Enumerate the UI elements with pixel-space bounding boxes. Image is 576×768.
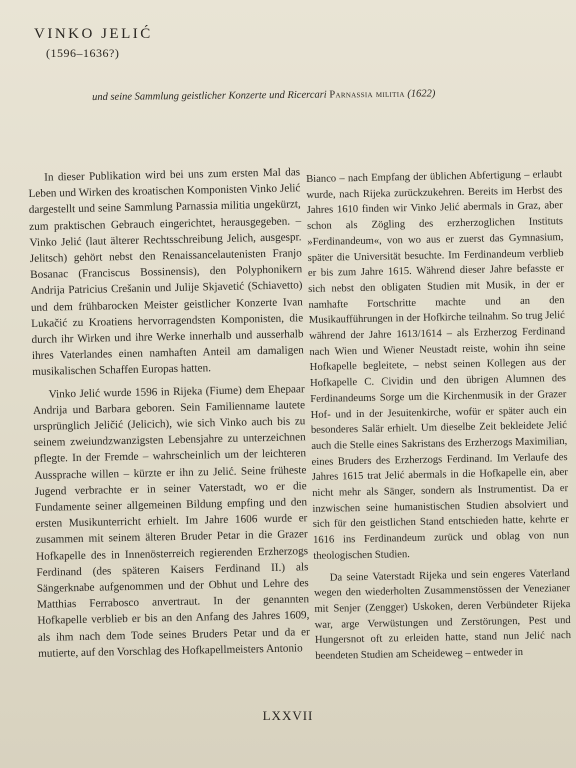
subtitle-lead: und seine Sammlung geistlicher Konzerte und Ricercari (92, 89, 327, 103)
left-column (28, 164, 310, 662)
article-title: VINKO JELIĆ (34, 26, 153, 42)
paragraph: Bianco – nach Empfang der üblichen Abfertigung – erlaubt wurde, nach Rijeka zurückzukehren. Bereits im Herbst des Jahres 1610 finden wir Vinko Jelić abermals in Graz, aber schon als Zögling des erzherzoglichen Instituts »Ferdinandeum«, von wo aus er zuerst das Gymnasium, später die Universität besuchte. Im Ferdinandeum verblieb er bis zum Jahre 1615. Während dieser Jahre befasste er sich nebst den obligaten Studien mit Musik, in der er namhafte Fortschritte machte und an den Musikaufführungen in der Hofkirche teilnahm. So trug Jelić während der Jahre 1613/1614 – als Erzherzog Ferdinand nach Wien und Wiener Neustadt reiste, wohin ihn seine Hofkapelle begleitete, – nebst seinen Kollegen aus der Hofkapelle C. Cividin und den übrigen Alumnen des Ferdinandeums Sorge um die Kirchenmusik in der Grazer Hof- und in der Jesuitenkirche, wofür er später auch ein besonderes Salär erhielt. Um dieselbe Zeit bekleidete Jelić auch die Stelle eines Sakristans des Erzherzogs Maximilian, eines Bruders des Erzherzogs Ferdinand. Im Verlaufe des Jahres 1615 trat Jelić abermals in die Hofkapelle ein, aber nicht mehr als Sänger, sondern als Instrumentist. Da er inzwischen seine humanistischen Studien absolviert und sich für den geistlichen Stand entschieden hatte, kehrte er 1616 ins Ferdinandeum zurück und oblag von nun theologischen Studien. (306, 169, 570, 562)
paragraph: Vinko Jelić wurde 1596 in Rijeka (Fiume) dem Ehepaar Andrija und Barbara geboren. Sein Familienname lautete ursprünglich Jeličić (Jelicich), wie sich Vinko auch bis zu seinem zweiundzwanzigsten Lebensjahre zu unterzeichnen pflegte. In der Fremde – wahrscheinlich um der leichteren Aussprache willen – kürzte er ihn zu Jelić. Seine früheste Jugend verbrachte er in seiner Vaterstadt, wo er die Fundamente seiner allgemeinen Bildung empfing und den ersten Musikunterricht erhielt. Im Jahre 1606 wurde er zusammen mit seinem älteren Bruder Petar in die Grazer Hofkapelle des in Innenösterreich regierenden Erzherzogs Ferdinand (des späteren Kaisers Ferdinand II.) als Sängerknabe aufgenommen und der Obhut und Lehre des Matthias Ferrabosco anvertraut. In der genannten Hofkapelle verblieb er bis an den Anfang des Jahres 1609, als ihm nach dem Tode seines Bruders Petar und da er mutierte, auf den Vorschlag des Hofkapellmeisters Antonio (32, 382, 310, 660)
subtitle-work: Parnassia militia (329, 88, 405, 101)
article-subtitle (92, 87, 562, 103)
right-column (306, 167, 571, 665)
paragraph: In dieser Publikation wird bei uns zum ersten Mal das Leben und Wirken des kroatischen Komponisten Vinko Jelić dargestellt und seine Sammlung Parnassia militia ungekürzt, zum praktischen Gebrauch eingerichtet, herausgegeben. – Vinko Jelić (laut älterer Rechtsschreibung Jelich, ausgespr. Jelitsch) gehört nebst den Renaissancelautenisten Franjo Bosanac (Franciscus Bossinensis), den Polyphonikern Andrija Patricius Crešanin und Julije Skjavetić (Schiavetto) und dem frühbarocken Meister geistlicher Konzerte Ivan Lukačić zu Kroatiens hervorragendsten Komponisten, die durch ihr Wirken und ihre Werke innerhalb und ausserhalb ihres Vaterlandes einen namhaften Anteil am damaligen musikalischen Schaffen Europas hatten. (28, 166, 304, 379)
article-years: (1596–1636?) (46, 46, 120, 60)
subtitle-year: (1622) (407, 88, 436, 100)
paragraph: Da seine Vaterstadt Rijeka und sein engeres Vaterland wegen den wiederholten Zusammenstössen der Venezianer mit Senjer (Zengger) Uskoken, deren Verbündeter Rijeka war, arge Verwüstungen und Zerstörungen, Pest und Hungersnot oft zu erleiden hatte, stand nun Jelić nach beendeten Studien am Scheideweg – entweder in (313, 567, 572, 663)
page-number: LXXVII (262, 708, 314, 723)
